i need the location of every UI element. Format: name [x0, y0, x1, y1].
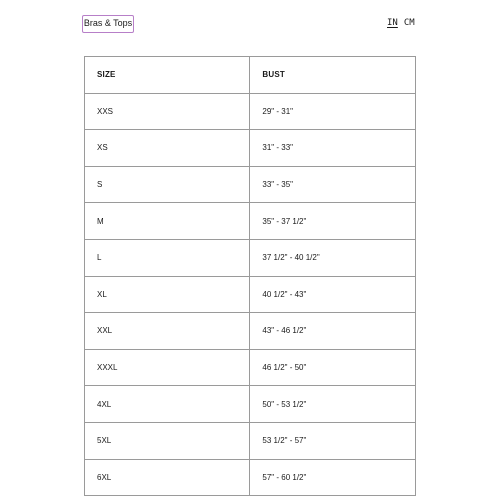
- size-cell: XXL: [85, 313, 250, 350]
- table-row: [85, 239, 416, 276]
- unit-option-cm[interactable]: CM: [403, 18, 415, 28]
- size-cell: 5XL: [85, 422, 250, 459]
- table-row: [85, 93, 416, 130]
- table-header-row: [85, 57, 416, 94]
- bust-column-header: BUST: [250, 57, 416, 94]
- bust-cell: 43" - 46 1/2": [250, 313, 416, 350]
- bust-cell: 40 1/2" - 43": [250, 276, 416, 313]
- size-table: [84, 56, 416, 496]
- size-cell: XS: [85, 130, 250, 167]
- bust-cell: 29" - 31": [250, 93, 416, 130]
- size-cell: XXXL: [85, 349, 250, 386]
- bust-cell: 46 1/2" - 50": [250, 349, 416, 386]
- bust-cell: 37 1/2" - 40 1/2": [250, 239, 416, 276]
- size-cell: XXS: [85, 93, 250, 130]
- bust-cell: 31" - 33": [250, 130, 416, 167]
- bust-cell: 50" - 53 1/2": [250, 386, 416, 423]
- table-row: [85, 422, 416, 459]
- table-row: [85, 166, 416, 203]
- table-row: [85, 349, 416, 386]
- size-cell: XL: [85, 276, 250, 313]
- unit-toggle: [387, 17, 415, 29]
- size-cell: 4XL: [85, 386, 250, 423]
- bust-cell: 53 1/2" - 57": [250, 422, 416, 459]
- size-cell: 6XL: [85, 459, 250, 496]
- size-cell: S: [85, 166, 250, 203]
- table-row: [85, 386, 416, 423]
- unit-option-in[interactable]: IN: [387, 18, 398, 28]
- table-row: [85, 203, 416, 240]
- size-cell: L: [85, 239, 250, 276]
- category-tab-bras-tops[interactable]: Bras & Tops: [82, 15, 134, 33]
- bust-cell: 35" - 37 1/2": [250, 203, 416, 240]
- table-row: [85, 130, 416, 167]
- table-row: [85, 459, 416, 496]
- size-column-header: SIZE: [85, 57, 250, 94]
- table-row: [85, 313, 416, 350]
- table-row: [85, 276, 416, 313]
- size-cell: M: [85, 203, 250, 240]
- bust-cell: 33" - 35": [250, 166, 416, 203]
- bust-cell: 57" - 60 1/2": [250, 459, 416, 496]
